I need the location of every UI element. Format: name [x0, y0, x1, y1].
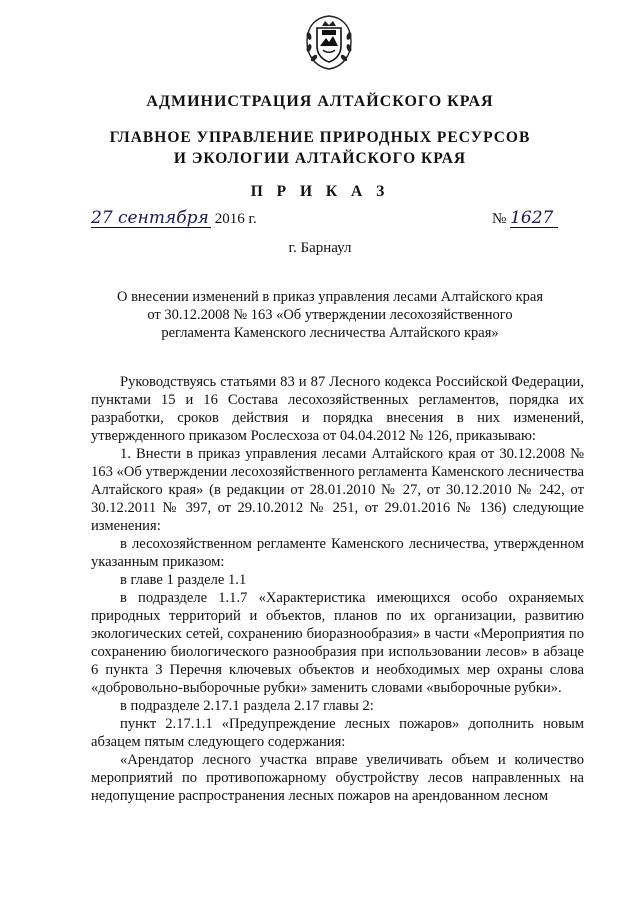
subsection-1-1-7-paragraph: в подразделе 1.1.7 «Характеристика имеющихся особо охраняемых природных территорий и объектов, планов по их организации, развитию экологических сетей, сохранению биоразнообразия» в части «Мероприятия по сохранению биологического разнообразия при использовании лесов» в абзаце 6 пункта 3 Перечня ключевых объектов и необходимых мер охраны слова «добровольно-выборочные рубки» заменить словами «выборочные рубки». [91, 590, 584, 696]
quoted-amendment-paragraph: «Арендатор лесного участка вправе увеличивать объем и количество мероприятий по противопожарному обустройству лесов направленных на недопущение распространения лесных пожаров на арендованном лесном [91, 752, 584, 804]
department-heading [0, 127, 640, 169]
order-body [91, 373, 584, 805]
subject-line2: от 30.12.2008 № 163 «Об утверждении лесохозяйственного [147, 307, 513, 323]
date-year: 2016 г. [211, 211, 257, 227]
order-number [492, 210, 558, 228]
subject-line1: О внесении изменений в приказ управления лесами Алтайского края [116, 289, 544, 305]
subject-line3: регламента Каменского лесничества Алтайского края» [161, 325, 499, 341]
regulation-paragraph: в лесохозяйственном регламенте Каменского лесничества, утвержденном указанным приказом: [91, 536, 584, 570]
preamble-paragraph: Руководствуясь статьями 83 и 87 Лесного кодекса Российской Федерации, пунктами 15 и 16 Состава лесохозяйственных регламентов, порядка их разработки, сроков действия и порядка внесения в них изменений, утвержденного приказом Рослесхоза от 04.04.2012 № 126, приказываю: [91, 374, 584, 444]
administration-heading: АДМИНИСТРАЦИЯ АЛТАЙСКОГО КРАЯ [146, 93, 494, 110]
handwritten-number: 1627 [510, 210, 558, 228]
number-prefix: № [492, 211, 511, 227]
department-heading-line1: ГЛАВНОЕ УПРАВЛЕНИЕ ПРИРОДНЫХ РЕСУРСОВ [109, 129, 531, 146]
order-subject [100, 288, 560, 342]
coat-of-arms-icon [298, 12, 360, 72]
chapter-paragraph: в главе 1 разделе 1.1 [120, 572, 247, 588]
department-heading-line2: И ЭКОЛОГИИ АЛТАЙСКОГО КРАЯ [173, 150, 467, 167]
document-type-heading: П Р И К А З [250, 183, 390, 200]
item-1-paragraph: 1. Внести в приказ управления лесами Алтайского края от 30.12.2008 № 163 «Об утверждении лесохозяйственного регламента Каменского лесничества Алтайского края» (в редакции от 28.01.2010 № 27, от 30.12.2010 № 242, от 30.12.2011 № 397, от 29.10.2012 № 251, от 29.01.2016 № 136) следующие изменения: [91, 446, 584, 534]
clause-2-17-1-1-paragraph: пункт 2.17.1.1 «Предупреждение лесных пожаров» дополнить новым абзацем пятым следующего содержания: [91, 716, 584, 750]
city-name: г. Барнаул [288, 240, 352, 256]
handwritten-date: 27 сентября [91, 210, 211, 228]
order-date [91, 210, 257, 228]
subsection-2-17-1-paragraph: в подразделе 2.17.1 раздела 2.17 главы 2: [120, 698, 374, 714]
